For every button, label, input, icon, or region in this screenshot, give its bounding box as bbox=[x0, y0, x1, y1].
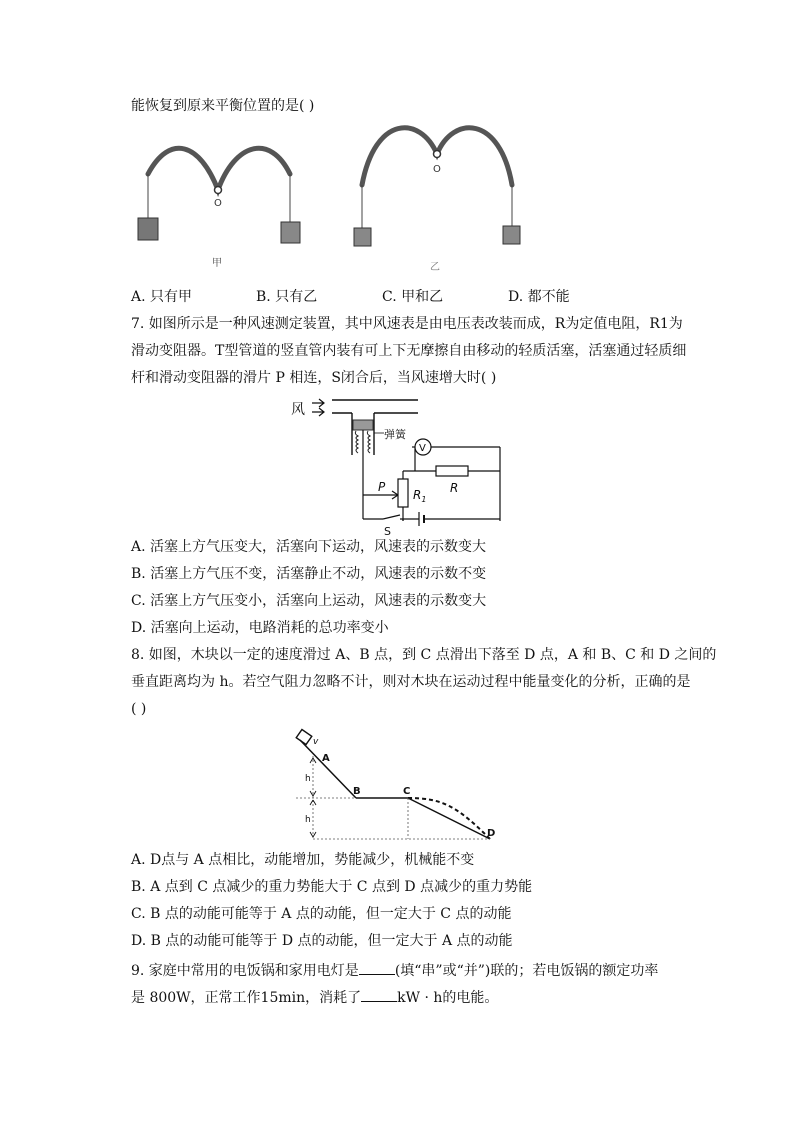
q8-option-b: B. A 点到 C 点减少的重力势能大于 C 点到 D 点减少的重力势能 bbox=[131, 879, 533, 895]
q6-option-c: C. 甲和乙 bbox=[382, 289, 444, 305]
q8-b-label: B bbox=[353, 786, 361, 797]
q9-line1-end: (填“串”或“并”)联的；若电饭锅的额定功率 bbox=[394, 963, 659, 979]
q7-r-label: R bbox=[450, 481, 459, 495]
q8-option-a: A. D点与 A 点相比，动能增加，势能减少，机械能不变 bbox=[131, 852, 475, 868]
q7-stem-line3: 杆和滑动变阻器的滑片 P 相连，S闭合后，当风速增大时( ) bbox=[131, 370, 497, 386]
q8-a-label: A bbox=[322, 753, 330, 764]
wind-arrow-icon bbox=[312, 408, 324, 416]
q8-option-d: D. B 点的动能可能等于 D 点的动能，但一定大于 A 点的动能 bbox=[131, 933, 513, 949]
q8-option-c: C. B 点的动能可能等于 A 点的动能，但一定大于 C 点的动能 bbox=[131, 906, 512, 922]
q8-stem-line1: 8. 如图，木块以一定的速度滑过 A、B 点，到 C 点滑出下落至 D 点，A 和 B、C 和 D 之间的 bbox=[131, 647, 717, 663]
q8-track-figure bbox=[292, 728, 502, 846]
q7-stem-line1: 7. 如图所示是一种风速测定装置，其中风速表是由电压表改装而成，R为定值电阻，R1为 bbox=[131, 316, 683, 332]
q7-option-c: C. 活塞上方气压变小，活塞向上运动，风速表的示数变大 bbox=[131, 593, 487, 609]
q6-left-o-label: O bbox=[214, 198, 222, 209]
q9-line1 bbox=[131, 960, 658, 981]
q7-s-label: S bbox=[384, 525, 391, 538]
q6-stem-tail: 能恢复到原来平衡位置的是( ) bbox=[131, 98, 315, 114]
wind-arrow-icon bbox=[312, 399, 324, 407]
q9-line2 bbox=[131, 987, 498, 1008]
q7-option-a: A. 活塞上方气压变大，活塞向下运动，风速表的示数变大 bbox=[131, 539, 487, 555]
q8-h-label-lower: h bbox=[305, 815, 311, 825]
q9-blank-1[interactable] bbox=[359, 960, 395, 975]
q8-h-label-upper: h bbox=[305, 774, 311, 784]
q6-option-a: A. 只有甲 bbox=[131, 289, 193, 305]
q8-c-label: C bbox=[403, 786, 411, 797]
q6-right-o-label: O bbox=[433, 164, 441, 175]
q8-stem-line2: 垂直距离均为 h。若空气阻力忽略不计，则对木块在运动过程中能量变化的分析，正确的是 bbox=[131, 674, 691, 690]
q9-line2-start: 是 800W，正常工作15min，消耗了 bbox=[131, 990, 362, 1006]
q7-spring-label: 弹簧 bbox=[384, 428, 406, 441]
q6-option-b: B. 只有乙 bbox=[256, 289, 318, 305]
switch-s bbox=[383, 515, 400, 519]
q6-right-caption: 乙 bbox=[430, 262, 440, 273]
q6-figure-left bbox=[130, 138, 310, 273]
q6-left-caption: 甲 bbox=[212, 258, 222, 269]
q7-option-d: D. 活塞向上运动，电路消耗的总功率变小 bbox=[131, 620, 389, 636]
q7-r1-label: R bbox=[413, 488, 422, 502]
q7-voltmeter-label: V bbox=[419, 443, 426, 454]
q9-line2-end: kW · h的电能。 bbox=[397, 990, 499, 1006]
q7-option-b: B. 活塞上方气压不变，活塞静止不动，风速表的示数不变 bbox=[131, 566, 487, 582]
wood-block bbox=[296, 729, 312, 744]
r-resistor bbox=[436, 466, 468, 476]
piston bbox=[353, 420, 373, 430]
q7-stem-line2: 滑动变阻器。T型管道的竖直管内装有可上下无摩擦自由移动的轻质活塞，活塞通过轻质细 bbox=[131, 343, 687, 359]
q8-stem-line3: ( ) bbox=[131, 701, 147, 717]
q7-circuit-figure bbox=[288, 393, 513, 538]
q7-p-label: P bbox=[378, 480, 386, 494]
r1-resistor bbox=[398, 479, 408, 507]
q7-wind-label: 风 bbox=[291, 402, 305, 418]
q8-v-label: v bbox=[313, 737, 319, 747]
svg-text:R1 bbox=[413, 488, 426, 504]
q7-r1-sub: 1 bbox=[421, 495, 427, 504]
q9-blank-2[interactable] bbox=[361, 987, 397, 1002]
q8-d-label: D bbox=[487, 828, 496, 839]
q9-line1-start: 9. 家庭中常用的电饭锅和家用电灯是 bbox=[131, 963, 359, 979]
q6-figure-right bbox=[350, 120, 530, 280]
q6-option-d: D. 都不能 bbox=[508, 289, 570, 305]
